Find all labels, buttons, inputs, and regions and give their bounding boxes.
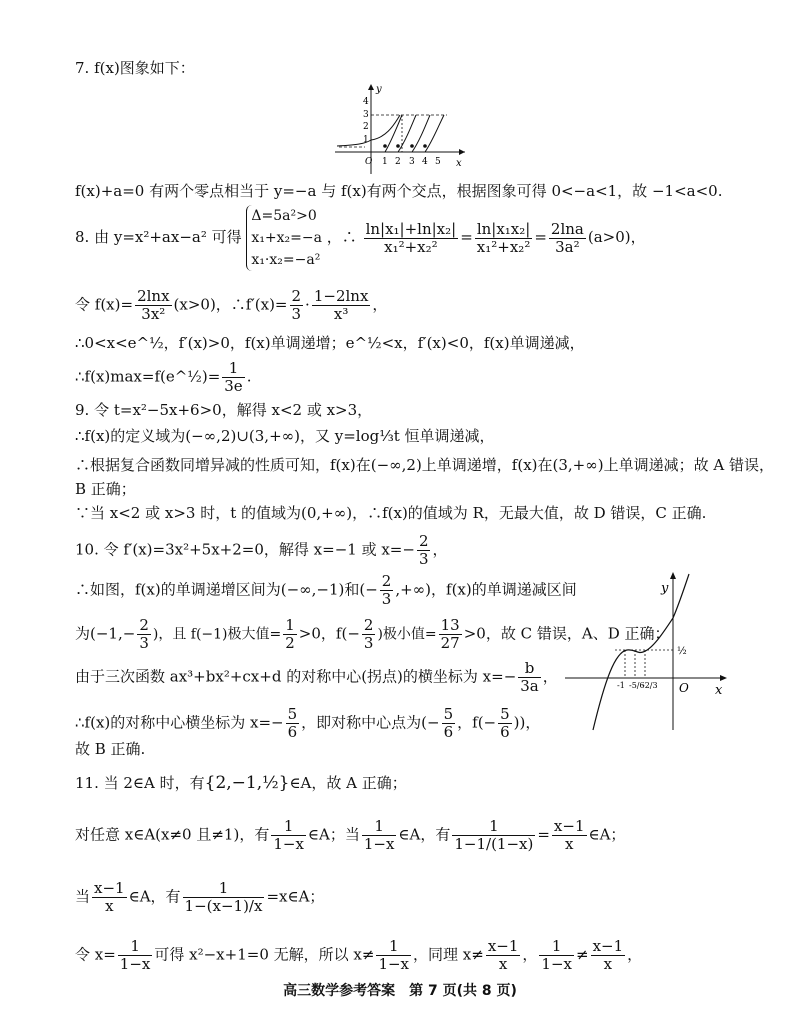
q8-line1-tail: (a>0)， [587,228,646,246]
q10-line6: 故 B 正确. [75,740,146,758]
q11-line2-d: = [537,825,550,844]
q10-line3-a: 为(−1,− [75,624,136,643]
q8-dot: · [305,295,310,314]
q11-line4-e: ≠ [575,945,589,964]
q10-line2-tail: ,+∞)，f(x)的单调递减区间 [395,580,577,599]
q10-fraction: $\frac{b}{3a}$ [520,659,539,695]
q10-line5-c: ，f(− [457,713,497,732]
q7-x-label: x [456,158,462,169]
q11-line1-b: ∈A，故 A 正确； [289,774,407,792]
q11-fraction: $\frac{x-1}{x}$ [487,937,519,973]
q11-line2-e: ∈A； [588,825,626,844]
q7-y-tick: 3 [363,110,369,120]
q10-line1-tail: ， [432,540,448,559]
q7-y-tick: 1 [363,135,369,145]
q10-line3-b: )，且 f(−1)极大值= [152,626,282,643]
q8-line2 [75,288,387,323]
q11-line2-b: ∈A；当 [307,825,360,844]
q10-origin: O [679,681,689,695]
q7-y-label: y [376,84,382,95]
q8-line3: ∴0<x<e^½，f′(x)>0，f(x)单调递增；e^½<x，f′(x)<0，f(x)单调递减， [75,334,585,352]
q8-line1-prefix: 8. 由 y=x²+ax−a² 可得 [75,228,242,246]
q11-line3-a: 当 [75,887,91,906]
q11-set: {2,−1,½} [204,773,290,793]
q11-line4-f: ， [627,945,643,964]
q9-line4: B 正确； [75,480,136,498]
q11-line4-a: 令 x= [75,945,116,964]
q11-fraction: $\frac{x-1}{x}$ [592,937,624,973]
q7-heading: 7. f(x)图象如下： [75,59,195,77]
q8-line4-prefix: ∴f(x)max=f(e^½)= [75,367,221,386]
q10-line5-b: ，即对称中心点为(− [301,713,440,732]
q10-graph [565,570,735,732]
q7-x-tick: 2 [395,157,401,167]
q11-line2-a: 对任意 x∈A(x≠0 且≠1)，有 [75,825,270,844]
q11-line2-c: ∈A，有 [398,825,451,844]
q11-line4-b: 可得 x²−x+1=0 无解，所以 x≠ [154,945,375,964]
q11-line1-a: 11. 当 2∈A 时，有 [75,774,205,792]
q11-fraction: $\frac{x-1}{x}$ [553,817,585,853]
q9-line3: ∴根据复合函数同增异减的性质可知，f(x)在(−∞,2)上单调递增，f(x)在(3,+∞)上单调递减；故 A 错误， [75,456,774,474]
q10-line4 [75,660,558,695]
q9-line1: 9. 令 t=x²−5x+6>0，解得 x<2 或 x>3， [75,401,373,419]
q11-fraction: $\frac{1}{1-1/(1-x)}$ [454,817,534,853]
page-footer: 高三数学参考答案 第 7 页(共 8 页) [283,983,517,999]
q8-line2-mid: (x>0)，∴f′(x)= [173,295,288,314]
q8-line1: 8. 由 y=x²+ax−a² 可得 Δ=5a²>0 x₁+x₂=−a x₁·x₂=−a² ，∴ $\frac{\text{ln|x₁|+ln|x₂|}}{\text{x₁²+x₂²}}$ = $\frac{\text{ln|x₁x₂|}}{\text{x₁²+x₂²}}$ = $\frac{2\ln a}{\text{3a²}}$ (a>0)， [75,205,646,271]
q7-origin: O [365,157,373,167]
q7-x-tick: 3 [409,157,415,167]
q8-fraction: $\frac{2\ln x}{\text{3x²}}$ [137,287,170,323]
q10-line2-prefix: ∴如图，f(x)的单调递增区间为(−∞,−1)和(− [75,580,378,599]
q8-line2-tail: ， [372,295,388,314]
q10-fraction: $\frac{2}{3}$ [418,532,429,568]
q10-tick-label: -1 [617,681,625,690]
q11-line1 [75,773,407,793]
q7-x-tick: 5 [435,157,441,167]
q10-y-label: y [661,581,669,596]
q10-half-label: ½ [677,646,687,657]
q11-line3-b: ∈A，有 [128,887,181,906]
q8-line4-tail: . [246,367,252,386]
q10-fraction: $\frac{5}{6}$ [500,705,510,741]
q8-fraction: $\frac{2}{3}$ [291,287,302,323]
q10-tick-label: -5/6 [629,681,645,690]
q7-x-tick: 4 [422,157,428,167]
q7-y-tick: 2 [363,122,369,132]
q8-line1-mid: ，∴ [326,228,357,246]
q10-line3-e: >0，故 C 错误，A、D 正确； [463,624,670,643]
q11-fraction: $\frac{1}{1-x}$ [541,937,572,973]
q8-system-eq: x₁+x₂=−a [251,230,322,246]
q8-system-eq: Δ=5a²>0 [251,208,317,224]
q8-fraction: $\frac{\text{ln|x₁x₂|}}{\text{x₁²+x₂²}}$ [476,219,531,256]
q10-line5-d: ))， [513,713,541,732]
q10-line2 [75,573,577,608]
q8-line4 [75,360,251,395]
q8-fraction: $\frac{2\ln a}{\text{3a²}}$ [550,219,584,256]
q7-graph [335,82,470,177]
q10-line4-tail: ， [542,667,558,686]
q10-line5 [75,706,540,741]
q9-line5: ∵当 x<2 或 x>3 时，t 的值域为(0,+∞)，∴f(x)的值域为 R，无最大值，故 D 错误，C 正确. [75,504,707,522]
q10-line1-prefix: 10. 令 f′(x)=3x²+5x+2=0，解得 x=−1 或 x=− [75,540,415,559]
q8-system [246,205,322,271]
q11-fraction: $\frac{1}{1-x}$ [363,817,395,853]
q10-fraction: $\frac{5}{6}$ [443,705,454,741]
q8-fraction: $\frac{1}{3e}$ [224,359,243,395]
q11-fraction: $\frac{1}{1-(x-1)/x}$ [184,879,263,915]
q7-x-tick: 1 [382,157,388,167]
q11-fraction: $\frac{x-1}{x}$ [94,879,125,915]
q8-line2-prefix: 令 f(x)= [75,295,134,314]
q10-line3-c: >0，f(− [298,624,360,643]
q7-y-tick: 4 [363,97,369,107]
q11-fraction: $\frac{1}{1-x}$ [273,817,304,853]
q9-line2: ∴f(x)的定义域为(−∞,2)∪(3,+∞)，又 y=log⅓t 恒单调递减， [75,427,495,445]
q11-fraction: $\frac{1}{1-x}$ [378,937,410,973]
q11-line4-d: ， [522,945,538,964]
q10-fraction: $\frac{2}{3}$ [381,572,392,608]
q10-tick-label: -2/3 [642,681,658,690]
q11-line3 [75,880,324,915]
q10-fraction: $\frac{2}{3}$ [139,616,149,652]
q10-fraction: $\frac{2}{3}$ [363,616,374,652]
q8-system-eq: x₁·x₂=−a² [251,252,321,268]
q10-x-label: x [715,683,723,698]
q11-line4 [75,938,642,973]
q11-line3-c: =x∈A； [266,887,325,906]
q10-fraction: $\frac{1}{2}$ [285,616,295,652]
q10-line5-a: ∴f(x)的对称中心横坐标为 x=− [75,713,284,732]
q8-fraction: $\frac{\text{ln|x₁|+ln|x₂|}}{\text{x₁²+x₂²}}$ [365,219,457,256]
q10-line1 [75,533,448,568]
q7-text: f(x)+a=0 有两个零点相当于 y=−a 与 f(x)有两个交点，根据图象可得 0<−a<1，故 −1<a<0. [75,182,723,200]
q11-line4-c: ，同理 x≠ [413,945,484,964]
q10-fraction: $\frac{5}{6}$ [287,705,298,741]
q10-line4-prefix: 由于三次函数 ax³+bx²+cx+d 的对称中心(拐点)的横坐标为 x=− [75,667,517,686]
q10-fraction: $\frac{13}{27}$ [440,616,460,652]
q8-fraction: $\frac{1-2\ln x}{\text{x³}}$ [313,287,369,323]
q10-line3-d: )极小值= [377,626,437,643]
q11-fraction: $\frac{1}{1-x}$ [119,937,151,973]
q11-line2 [75,818,625,853]
